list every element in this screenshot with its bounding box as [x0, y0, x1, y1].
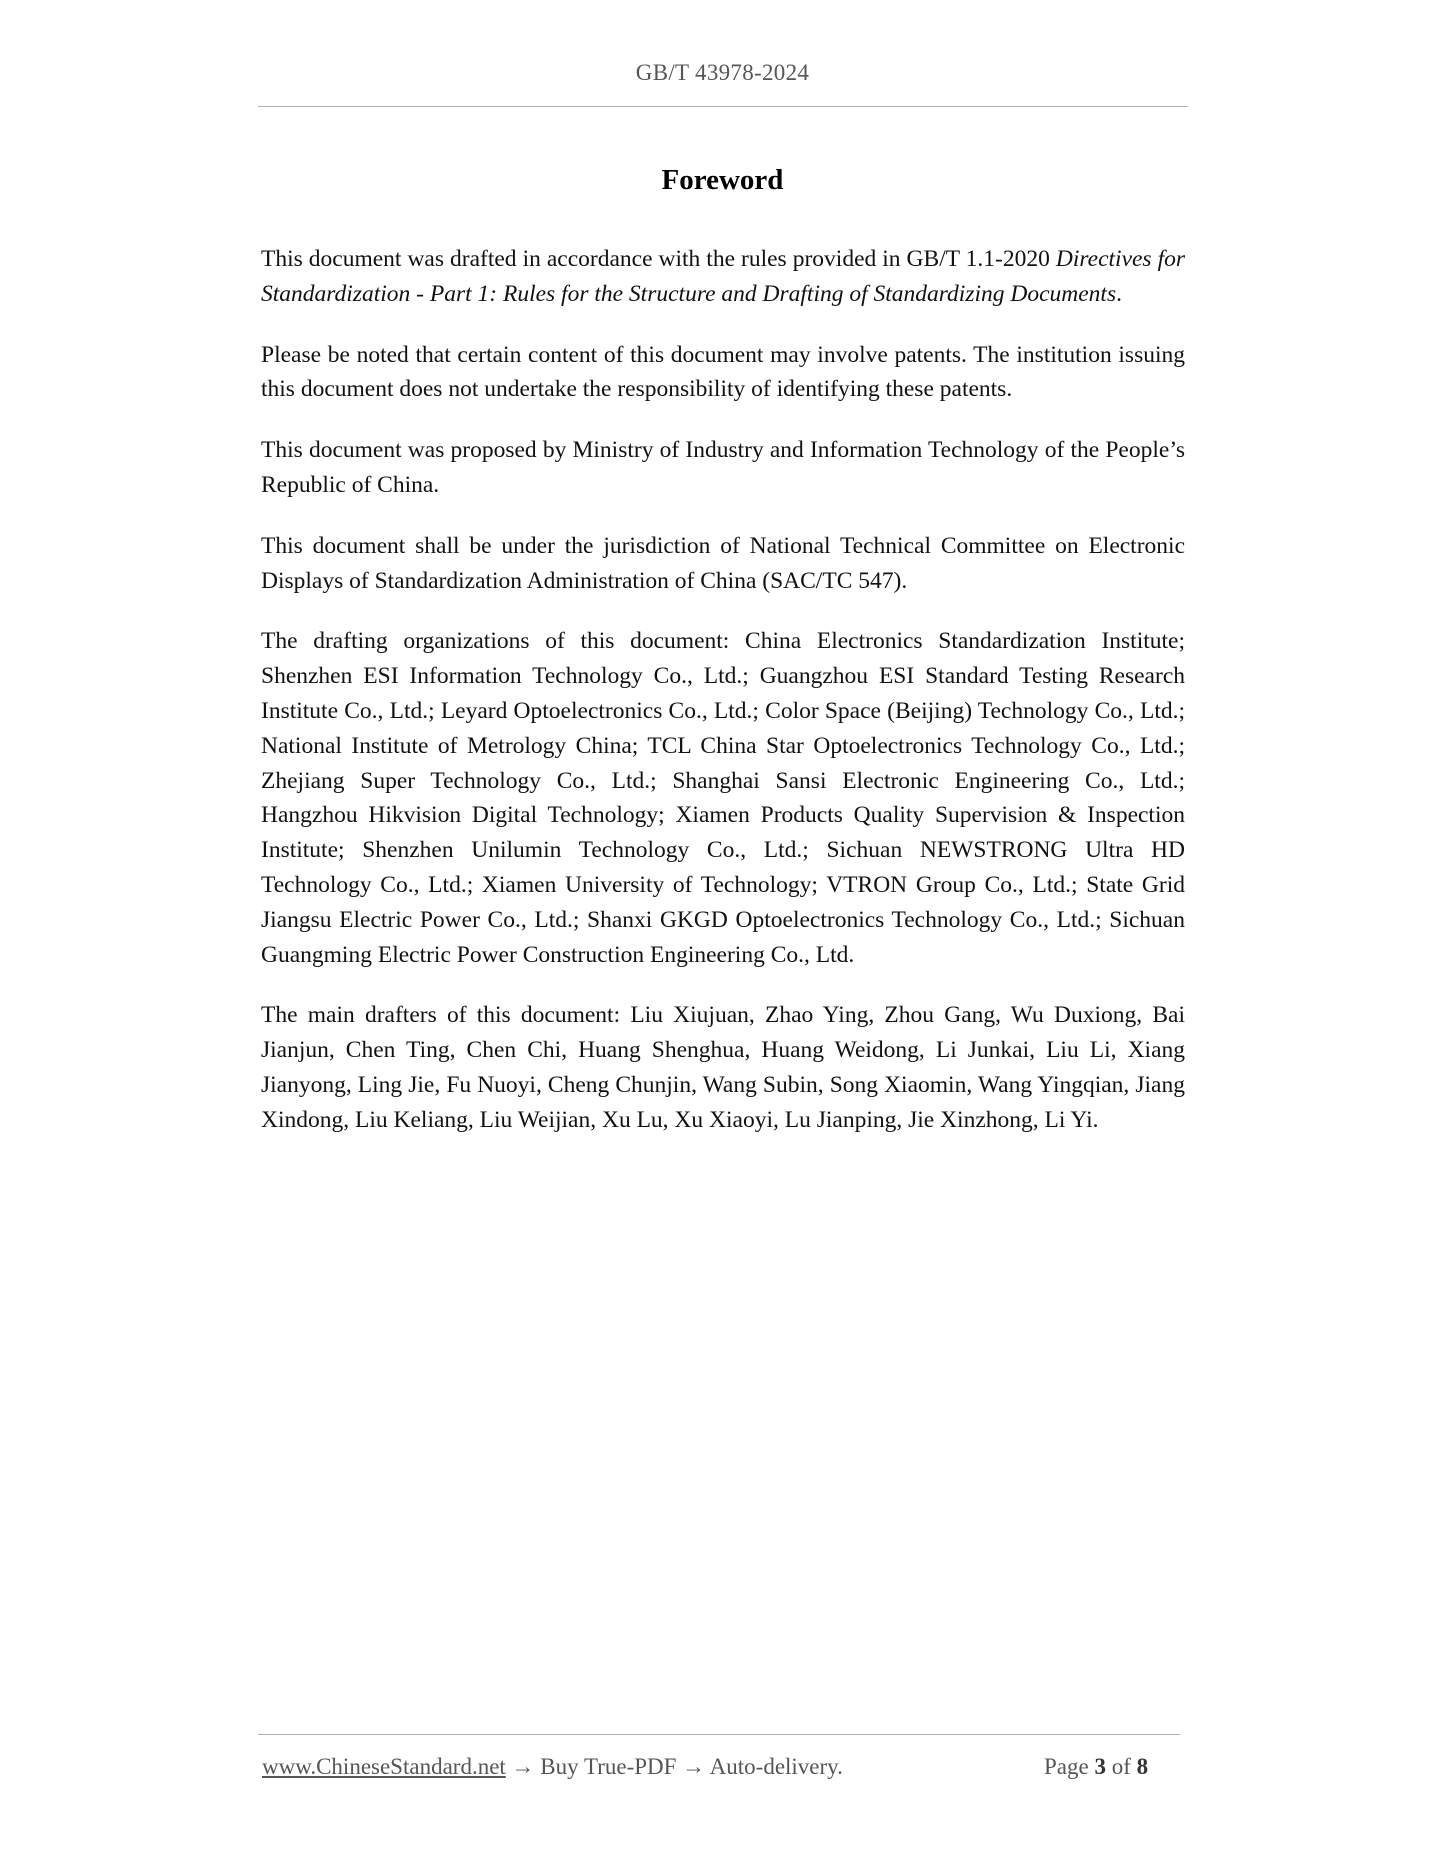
paragraph-patents: Please be noted that certain content of this document may involve patents. The institution issuing this document does not undertake the responsibility of identifying these patents.	[261, 341, 1185, 403]
header-divider	[258, 106, 1188, 107]
document-code-header: GB/T 43978-2024	[635, 60, 810, 85]
footer-promo	[262, 1754, 843, 1780]
page-indicator	[1044, 1754, 1148, 1780]
paragraph-jurisdiction: This document shall be under the jurisdiction of National Technical Committee on Electronic Displays of Standardization Administration of China (SAC/TC 547).	[261, 532, 1185, 594]
paragraph-text: This document was drafted in accordance with the rules provided in GB/T 1.1-2020	[261, 246, 1056, 272]
paragraph-drafting-rules	[261, 242, 1185, 312]
current-page-number: 3	[1094, 1754, 1106, 1779]
website-link[interactable]: www.ChineseStandard.net	[262, 1754, 506, 1779]
page-label: Page	[1044, 1754, 1095, 1779]
page-of-label: of	[1105, 1754, 1137, 1779]
page-title: Foreword	[661, 164, 784, 196]
total-pages-number: 8	[1136, 1754, 1149, 1779]
directive-title-italic: Directives for Standardization - Part 1: Rules for the Structure and Drafting of Standardizing Documents	[261, 246, 1186, 307]
foreword-body	[261, 242, 1185, 1164]
paragraph-main-drafters: The main drafters of this document: Liu Xiujuan, Zhao Ying, Zhou Gang, Wu Duxiong, Bai Jianjun, Chen Ting, Chen Chi, Huang Shenghua, Huang Weidong, Li Junkai, Liu Li, Xiang Jianyong, Ling Jie, Fu Nuoyi, Cheng Chunjin, Wang Subin, Song Xiaomin, Wang Yingqian, Jiang Xindong, Liu Keliang, Liu Weijian, Xu Lu, Xu Xiaoyi, Lu Jianping, Jie Xinzhong, Li Yi.	[261, 1002, 1185, 1133]
footer-divider	[258, 1734, 1180, 1735]
paragraph-drafting-organizations: The drafting organizations of this document: China Electronics Standardization Institute; Shenzhen ESI Information Technology Co., Ltd.; Guangzhou ESI Standard Testing Research Institute Co., Ltd.; Leyard Optoelectronics Co., Ltd.; Color Space (Beijing) Technology Co., Ltd.; National Institute of Metrology China; TCL China Star Optoelectronics Technology Co., Ltd.; Zhejiang Super Technology Co., Ltd.; Shanghai Sansi Electronic Engineering Co., Ltd.; Hangzhou Hikvision Digital Technology; Xiamen Products Quality Supervision & Inspection Institute; Shenzhen Unilumin Technology Co., Ltd.; Sichuan NEWSTRONG Ultra HD Technology Co., Ltd.; Xiamen University of Technology; VTRON Group Co., Ltd.; State Grid Jiangsu Electric Power Co., Ltd.; Shanxi GKGD Optoelectronics Technology Co., Ltd.; Sichuan Guangming Electric Power Construction Engineering Co., Ltd.	[261, 628, 1185, 968]
paragraph-proposed-by: This document was proposed by Ministry of Industry and Information Technology of the People’s Republic of China.	[261, 437, 1185, 498]
paragraph-text-end: .	[1116, 280, 1122, 307]
footer-tagline: → Buy True-PDF → Auto-delivery.	[505, 1754, 843, 1779]
